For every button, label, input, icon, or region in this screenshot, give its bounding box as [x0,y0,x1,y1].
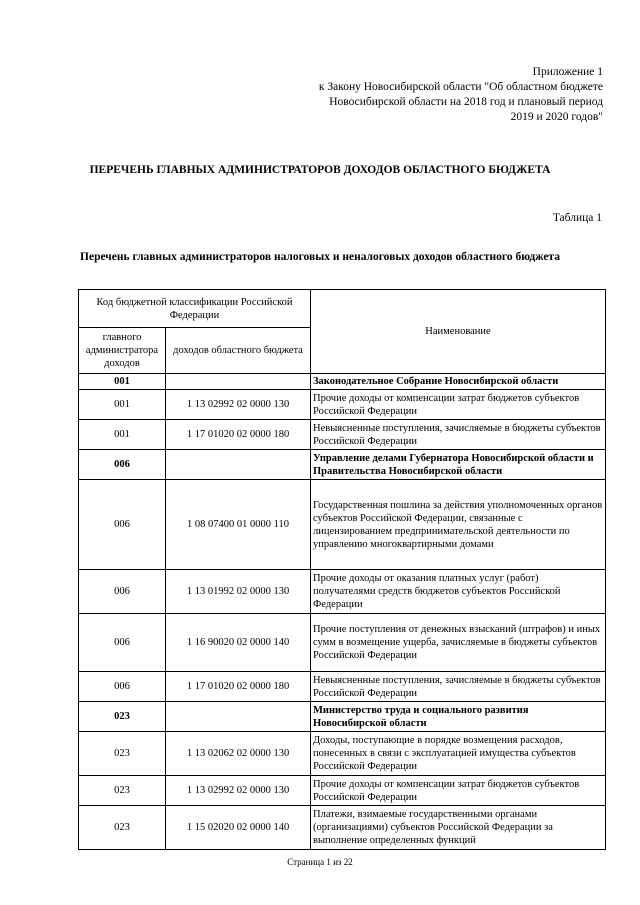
table-row [79,570,606,614]
cell-income-code: 1 13 02062 02 0000 130 [166,732,311,776]
page-number: Страница 1 из 22 [287,857,353,867]
cell-income-code [166,374,311,390]
table-number: Таблица 1 [552,212,602,224]
table-row [79,420,606,450]
cell-income-code: 1 17 01020 02 0000 180 [166,672,311,702]
table-body [79,374,606,850]
table-group-row [79,450,606,480]
table-group-row [79,374,606,390]
cell-name: Прочие доходы от компенсации затрат бюджетов субъектов Российской Федерации [311,390,606,420]
cell-name: Министерство труда и социального развития Новосибирской области [311,702,606,732]
administrators-table [78,289,606,850]
cell-administrator-code: 023 [79,806,166,850]
table-row [79,672,606,702]
cell-income-code: 1 17 01020 02 0000 180 [166,420,311,450]
cell-income-code: 1 15 02020 02 0000 140 [166,806,311,850]
cell-name: Невыясненные поступления, зачисляемые в бюджеты субъектов Российской Федерации [311,672,606,702]
table-row [79,732,606,776]
cell-administrator-code: 006 [79,450,166,480]
header-classification-code: Код бюджетной классификации Российской Федерации [79,290,311,328]
cell-name: Государственная пошлина за действия уполномоченных органов субъектов Российской Федерации, связанные с лицензированием предпринимательской деятельности по управлению многоквартирными домами [311,480,606,570]
cell-administrator-code: 023 [79,732,166,776]
table-row [79,806,606,850]
appendix-line: Новосибирской области на 2018 год и плановый период [329,96,603,108]
table-row [79,776,606,806]
cell-administrator-code: 001 [79,374,166,390]
cell-name: Прочие поступления от денежных взысканий (штрафов) и иных сумм в возмещение ущерба, зачисляемые в бюджеты субъектов Российской Федерации [311,614,606,672]
cell-administrator-code: 023 [79,702,166,732]
appendix-line: Приложение 1 [532,66,603,78]
cell-administrator-code: 006 [79,614,166,672]
table-group-row [79,702,606,732]
header-income: доходов областного бюджета [166,328,311,374]
cell-income-code: 1 16 90020 02 0000 140 [166,614,311,672]
table-row [79,480,606,570]
cell-income-code: 1 08 07400 01 0000 110 [166,480,311,570]
header-name: Наименование [311,290,606,374]
appendix-block [243,65,603,125]
cell-administrator-code: 001 [79,420,166,450]
cell-name: Прочие доходы от компенсации затрат бюджетов субъектов Российской Федерации [311,776,606,806]
cell-administrator-code: 023 [79,776,166,806]
table-row [79,614,606,672]
cell-name: Невыясненные поступления, зачисляемые в бюджеты субъектов Российской Федерации [311,420,606,450]
cell-administrator-code: 006 [79,570,166,614]
appendix-line: к Закону Новосибирской области "Об областном бюджете [318,81,603,93]
cell-administrator-code: 006 [79,672,166,702]
document-title: ПЕРЕЧЕНЬ ГЛАВНЫХ АДМИНИСТРАТОРОВ ДОХОДОВ ОБЛАСТНОГО БЮДЖЕТА [89,164,551,176]
cell-income-code: 1 13 02992 02 0000 130 [166,390,311,420]
cell-income-code [166,702,311,732]
cell-name: Законодательное Собрание Новосибирской области [311,374,606,390]
header-administrator: главного администратора доходов [79,328,166,374]
table-row [79,390,606,420]
cell-name: Управление делами Губернатора Новосибирской области и Правительства Новосибирской области [311,450,606,480]
appendix-line: 2019 и 2020 годов" [510,111,603,123]
cell-income-code: 1 13 01992 02 0000 130 [166,570,311,614]
cell-income-code [166,450,311,480]
cell-name: Доходы, поступающие в порядке возмещения расходов, понесенных в связи с эксплуатацией имущества субъектов Российской Федерации [311,732,606,776]
table-subtitle: Перечень главных администраторов налоговых и неналоговых доходов областного бюджета [80,251,560,263]
cell-administrator-code: 006 [79,480,166,570]
cell-income-code: 1 13 02992 02 0000 130 [166,776,311,806]
cell-name: Платежи, взимаемые государственными органами (организациями) субъектов Российской Федерации за выполнение определенных функций [311,806,606,850]
cell-administrator-code: 001 [79,390,166,420]
cell-name: Прочие доходы от оказания платных услуг (работ) получателями средств бюджетов субъектов Российской Федерации [311,570,606,614]
